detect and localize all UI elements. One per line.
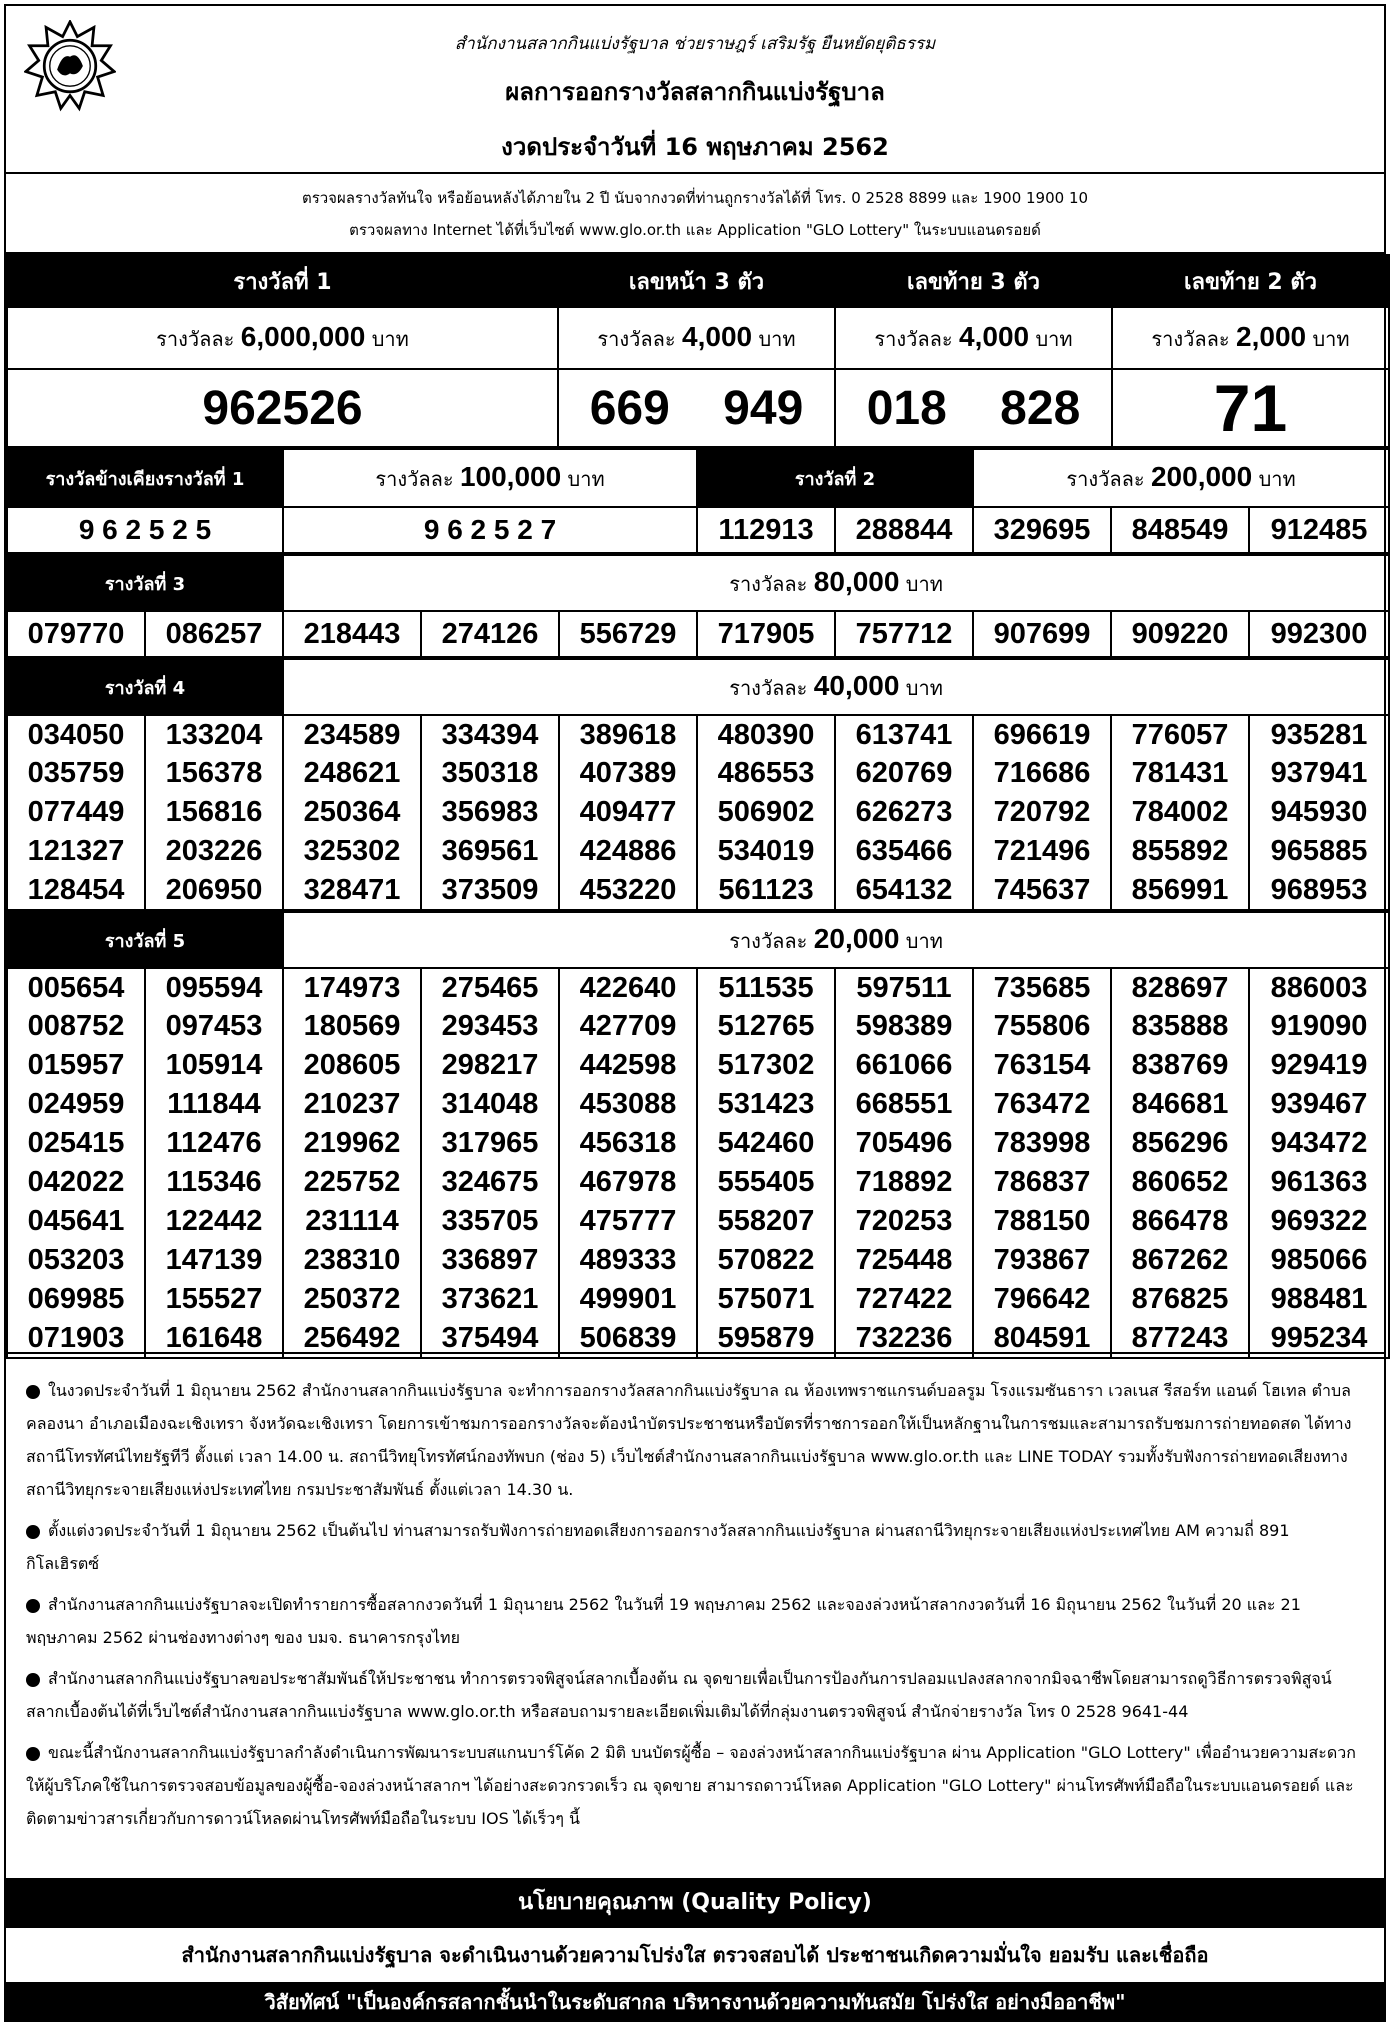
prize4-number: 203226 bbox=[145, 832, 283, 871]
prize5-number: 985066 bbox=[1249, 1241, 1389, 1280]
prize4-number: 206950 bbox=[145, 871, 283, 910]
prize5-number: 250372 bbox=[283, 1280, 421, 1319]
draw-date: งวดประจำวันที่ 16 พฤษภาคม 2562 bbox=[501, 133, 889, 161]
prize2-number: 848549 bbox=[1111, 507, 1249, 553]
front3-label: เลขหน้า 3 ตัว bbox=[558, 255, 835, 307]
prize4-number: 325302 bbox=[283, 832, 421, 871]
prize4-number: 334394 bbox=[421, 715, 559, 754]
bullet-icon bbox=[26, 1673, 40, 1687]
prize5-number: 919090 bbox=[1249, 1007, 1389, 1046]
prize5-number: 275465 bbox=[421, 968, 559, 1007]
announcements bbox=[6, 1352, 1384, 1878]
prize5-number: 456318 bbox=[559, 1124, 697, 1163]
last2-label: เลขท้าย 2 ตัว bbox=[1112, 255, 1389, 307]
bullet-icon bbox=[26, 1599, 40, 1613]
header bbox=[6, 6, 1384, 254]
prize5-number: 783998 bbox=[973, 1124, 1111, 1163]
prize4-number: 234589 bbox=[283, 715, 421, 754]
prize4-number: 248621 bbox=[283, 754, 421, 793]
prize5-number: 324675 bbox=[421, 1163, 559, 1202]
prize4-number: 350318 bbox=[421, 754, 559, 793]
prize5-number: 115346 bbox=[145, 1163, 283, 1202]
prize5-number: 804591 bbox=[973, 1319, 1111, 1358]
prize5-number: 995234 bbox=[1249, 1319, 1389, 1358]
table-row bbox=[7, 968, 1389, 1007]
prize5-number: 867262 bbox=[1111, 1241, 1249, 1280]
prize5-number: 517302 bbox=[697, 1046, 835, 1085]
prize5-number: 489333 bbox=[559, 1241, 697, 1280]
prize4-number: 035759 bbox=[7, 754, 145, 793]
prize5-number: 555405 bbox=[697, 1163, 835, 1202]
prize5-number: 180569 bbox=[283, 1007, 421, 1046]
prize4-label: รางวัลที่ 4 bbox=[7, 659, 283, 715]
prize5-table bbox=[6, 911, 1390, 1359]
prize4-number: 935281 bbox=[1249, 715, 1389, 754]
table-row bbox=[7, 793, 1389, 832]
prize5-number: 069985 bbox=[7, 1280, 145, 1319]
bullet-icon bbox=[26, 1385, 40, 1399]
vision-statement: วิสัยทัศน์ "เป็นองค์กรสลากชั้นนำในระดับสากล บริหารงานด้วยความทันสมัย โปร่งใส อย่างมืออาชีพ" bbox=[6, 1982, 1384, 2022]
prize4-number: 613741 bbox=[835, 715, 973, 754]
prize4-number: 156816 bbox=[145, 793, 283, 832]
prize4-number: 453220 bbox=[559, 871, 697, 910]
prize4-number: 506902 bbox=[697, 793, 835, 832]
prize5-number: 025415 bbox=[7, 1124, 145, 1163]
prize5-number: 499901 bbox=[559, 1280, 697, 1319]
first-prize-label: รางวัลที่ 1 bbox=[7, 255, 558, 307]
announcement-item: สำนักงานสลากกินแบ่งรัฐบาลขอประชาสัมพันธ์ให้ประชาชน ทำการตรวจพิสูจน์สลากเบื้องต้น ณ จุดขายเพื่อเป็นการป้องกันการปลอมแปลงสลากจากมิจฉาชีพโดยสามารถดูวิธีการตรวจพิสูจน์สลากเบื้องต้นได้ที่เว็บไซต์สำนักงานสลากกินแบ่งรัฐบาล www.glo.or.th หรือสอบถามรายละเอียดเพิ่มเติมได้ที่กลุ่มงานตรวจพิสูจน์ สำนักจ่ายรางวัล โทร 0 2528 9641-44 bbox=[26, 1669, 1332, 1721]
prize4-number: 856991 bbox=[1111, 871, 1249, 910]
prize5-number: 838769 bbox=[1111, 1046, 1249, 1085]
table-row bbox=[7, 1280, 1389, 1319]
near-first-label: รางวัลข้างเคียงรางวัลที่ 1 bbox=[7, 449, 283, 507]
prize5-number: 969322 bbox=[1249, 1202, 1389, 1241]
prize5-number: 231114 bbox=[283, 1202, 421, 1241]
table-row bbox=[7, 611, 1389, 657]
prize4-number: 373509 bbox=[421, 871, 559, 910]
table-row bbox=[7, 832, 1389, 871]
bullet-icon bbox=[26, 1747, 40, 1761]
prize5-number: 727422 bbox=[835, 1280, 973, 1319]
prize4-number: 776057 bbox=[1111, 715, 1249, 754]
prize5-number: 475777 bbox=[559, 1202, 697, 1241]
prize5-number: 763472 bbox=[973, 1085, 1111, 1124]
prize5-label: รางวัลที่ 5 bbox=[7, 912, 283, 968]
prize2-amount: รางวัลละ 200,000 บาท bbox=[973, 449, 1389, 507]
prize4-number: 156378 bbox=[145, 754, 283, 793]
prize4-number: 781431 bbox=[1111, 754, 1249, 793]
header-divider bbox=[6, 172, 1384, 174]
prize4-number: 620769 bbox=[835, 754, 973, 793]
table-row bbox=[7, 1124, 1389, 1163]
prize4-number: 486553 bbox=[697, 754, 835, 793]
prize4-number: 409477 bbox=[559, 793, 697, 832]
prize5-number: 042022 bbox=[7, 1163, 145, 1202]
prize2-label: รางวัลที่ 2 bbox=[697, 449, 973, 507]
page-title: ผลการออกรางวัลสลากกินแบ่งรัฐบาล bbox=[505, 78, 885, 106]
prize5-number: 422640 bbox=[559, 968, 697, 1007]
prize3-number: 274126 bbox=[421, 611, 559, 657]
prize5-number: 045641 bbox=[7, 1202, 145, 1241]
prize2-number: 288844 bbox=[835, 507, 973, 553]
prize4-number: 389618 bbox=[559, 715, 697, 754]
prize5-number: 793867 bbox=[973, 1241, 1111, 1280]
prize5-number: 015957 bbox=[7, 1046, 145, 1085]
prize4-number: 250364 bbox=[283, 793, 421, 832]
prize4-number: 407389 bbox=[559, 754, 697, 793]
prize4-table bbox=[6, 658, 1390, 911]
check-info-phone: ตรวจผลรางวัลทันใจ หรือย้อนหลังได้ภายใน 2 ปี นับจากงวดที่ท่านถูกรางวัลได้ที่ โทร. 0 2528 8899 และ 1900 1900 10 bbox=[301, 189, 1089, 207]
prize5-number: 008752 bbox=[7, 1007, 145, 1046]
table-row bbox=[7, 1007, 1389, 1046]
prize5-number: 961363 bbox=[1249, 1163, 1389, 1202]
prize5-number: 988481 bbox=[1249, 1280, 1389, 1319]
prize5-number: 024959 bbox=[7, 1085, 145, 1124]
announcement-item: ในงวดประจำวันที่ 1 มิถุนายน 2562 สำนักงานสลากกินแบ่งรัฐบาล จะทำการออกรางวัลสลากกินแบ่งรัฐบาล ณ ห้องเทพราชแกรนด์บอลรูม โรงแรมซันธารา เวลเนส รีสอร์ท แอนด์ โฮเทล ตำบลคลองนา อำเภอเมืองฉะเชิงเทรา จังหวัดฉะเชิงเทรา โดยการเข้าชมการออกรางวัลจะต้องนำบัตรประชาชนหรือบัตรที่ราชการออกให้เป็นหลักฐานในการชมและสามารถรับชมการถ่ายทอดสด ได้ทางสถานีโทรทัศน์ไทยรัฐทีวี ตั้งแต่ เวลา 14.00 น. สถานีวิทยุโทรทัศน์กองทัพบก (ช่อง 5) เว็บไซต์สำนักงานสลากกินแบ่งรัฐบาล www.glo.or.th และ LINE TODAY รวมทั้งรับฟังการถ่ายทอดเสียงทางสถานีวิทยุกระจายเสียงแห่งประเทศไทย กรมประชาสัมพันธ์ ตั้งแต่เวลา 14.30 น. bbox=[26, 1381, 1352, 1499]
prize4-number: 635466 bbox=[835, 832, 973, 871]
prize5-number: 053203 bbox=[7, 1241, 145, 1280]
prize5-number: 298217 bbox=[421, 1046, 559, 1085]
prize5-number: 598389 bbox=[835, 1007, 973, 1046]
quality-policy-text: สำนักงานสลากกินแบ่งรัฐบาล จะดำเนินงานด้วยความโปร่งใส ตรวจสอบได้ ประชาชนเกิดความมั่นใจ ยอมรับ และเชื่อถือ bbox=[181, 1943, 1209, 1967]
prize5-number: 442598 bbox=[559, 1046, 697, 1085]
quality-policy-title: นโยบายคุณภาพ (Quality Policy) bbox=[6, 1878, 1384, 1928]
prize5-number: 208605 bbox=[283, 1046, 421, 1085]
prize5-number: 005654 bbox=[7, 968, 145, 1007]
prize5-number: 112476 bbox=[145, 1124, 283, 1163]
prize3-number: 556729 bbox=[559, 611, 697, 657]
prize5-number: 828697 bbox=[1111, 968, 1249, 1007]
prize3-number: 907699 bbox=[973, 611, 1111, 657]
near-first-and-prize2-table bbox=[6, 448, 1390, 554]
prize3-number: 079770 bbox=[7, 611, 145, 657]
prize5-number: 886003 bbox=[1249, 968, 1389, 1007]
prize5-number: 317965 bbox=[421, 1124, 559, 1163]
prize5-number: 155527 bbox=[145, 1280, 283, 1319]
prize5-number: 943472 bbox=[1249, 1124, 1389, 1163]
prize5-number: 238310 bbox=[283, 1241, 421, 1280]
prize5-number: 097453 bbox=[145, 1007, 283, 1046]
prize4-number: 784002 bbox=[1111, 793, 1249, 832]
prize5-number: 796642 bbox=[973, 1280, 1111, 1319]
prize4-number: 968953 bbox=[1249, 871, 1389, 910]
prize5-number: 506839 bbox=[559, 1319, 697, 1358]
prize4-number: 480390 bbox=[697, 715, 835, 754]
table-row bbox=[7, 1202, 1389, 1241]
prize5-number: 755806 bbox=[973, 1007, 1111, 1046]
first-prize-amount: รางวัลละ 6,000,000 บาท bbox=[7, 307, 558, 369]
prize5-number: 071903 bbox=[7, 1319, 145, 1358]
prize2-number: 329695 bbox=[973, 507, 1111, 553]
prize5-number: 105914 bbox=[145, 1046, 283, 1085]
prize5-number: 597511 bbox=[835, 968, 973, 1007]
table-row bbox=[7, 1085, 1389, 1124]
prize4-number: 720792 bbox=[973, 793, 1111, 832]
announcement-item: ขณะนี้สำนักงานสลากกินแบ่งรัฐบาลกำลังดำเนินการพัฒนาระบบสแกนบาร์โค้ด 2 มิติ บนบัตรผู้ซื้อ – จองล่วงหน้าสลากกินแบ่งรัฐบาล ผ่าน Application "GLO Lottery" เพื่ออำนวยความสะดวกให้ผู้บริโภคใช้ในการตรวจสอบข้อมูลของผู้ซื้อ-จองล่วงหน้าสลากฯ ได้อย่างสะดวกรวดเร็ว ณ จุดขาย สามารถดาวน์โหลด Application "GLO Lottery" ผ่านโทรศัพท์มือถือในระบบแอนดรอยด์ และติดตามข่าวสารเกี่ยวกับการดาวน์โหลดผ่านโทรศัพท์มือถือในระบบ IOS ได้เร็วๆ นี้ bbox=[26, 1743, 1356, 1828]
near-first-number: 9 6 2 5 2 5 bbox=[7, 507, 283, 553]
prize4-number: 945930 bbox=[1249, 793, 1389, 832]
prize5-number: 467978 bbox=[559, 1163, 697, 1202]
prize5-number: 720253 bbox=[835, 1202, 973, 1241]
prize5-number: 732236 bbox=[835, 1319, 973, 1358]
prize5-number: 860652 bbox=[1111, 1163, 1249, 1202]
prize4-number: 424886 bbox=[559, 832, 697, 871]
prize3-number: 717905 bbox=[697, 611, 835, 657]
prize5-number: 512765 bbox=[697, 1007, 835, 1046]
prize2-number: 912485 bbox=[1249, 507, 1389, 553]
prize5-number: 929419 bbox=[1249, 1046, 1389, 1085]
prize5-number: 375494 bbox=[421, 1319, 559, 1358]
prize5-number: 174973 bbox=[283, 968, 421, 1007]
last2-amount: รางวัลละ 2,000 บาท bbox=[1112, 307, 1389, 369]
prize5-number: 877243 bbox=[1111, 1319, 1249, 1358]
prize5-number: 786837 bbox=[973, 1163, 1111, 1202]
prize4-number: 716686 bbox=[973, 754, 1111, 793]
prize5-number: 558207 bbox=[697, 1202, 835, 1241]
top-prizes-table bbox=[6, 254, 1390, 448]
prize5-number: 846681 bbox=[1111, 1085, 1249, 1124]
lower-prizes bbox=[6, 554, 1384, 1359]
prize5-number: 335705 bbox=[421, 1202, 559, 1241]
prize3-number: 218443 bbox=[283, 611, 421, 657]
near-first-amount: รางวัลละ 100,000 บาท bbox=[283, 449, 697, 507]
prize5-number: 575071 bbox=[697, 1280, 835, 1319]
prize4-number: 534019 bbox=[697, 832, 835, 871]
prize4-number: 855892 bbox=[1111, 832, 1249, 871]
prize5-number: 876825 bbox=[1111, 1280, 1249, 1319]
prize5-number: 788150 bbox=[973, 1202, 1111, 1241]
table-row bbox=[7, 754, 1389, 793]
prize4-number: 128454 bbox=[7, 871, 145, 910]
prize5-number: 095594 bbox=[145, 968, 283, 1007]
last2-number: 71 bbox=[1112, 369, 1389, 447]
prize3-table bbox=[6, 554, 1390, 658]
prize5-number: 453088 bbox=[559, 1085, 697, 1124]
prize5-number: 939467 bbox=[1249, 1085, 1389, 1124]
prize5-number: 531423 bbox=[697, 1085, 835, 1124]
prize3-number: 909220 bbox=[1111, 611, 1249, 657]
front3-amount: รางวัลละ 4,000 บาท bbox=[558, 307, 835, 369]
table-row bbox=[7, 1046, 1389, 1085]
prize4-number: 121327 bbox=[7, 832, 145, 871]
last3-amount: รางวัลละ 4,000 บาท bbox=[835, 307, 1112, 369]
prize5-number: 542460 bbox=[697, 1124, 835, 1163]
org-motto: สำนักงานสลากกินแบ่งรัฐบาล ช่วยราษฎร์ เสริมรัฐ ยืนหยัดยุติธรรม bbox=[454, 34, 936, 54]
prize5-number: 427709 bbox=[559, 1007, 697, 1046]
prize5-number: 735685 bbox=[973, 968, 1111, 1007]
prize5-number: 835888 bbox=[1111, 1007, 1249, 1046]
table-row bbox=[7, 1241, 1389, 1280]
prize3-label: รางวัลที่ 3 bbox=[7, 555, 283, 611]
prize5-number: 595879 bbox=[697, 1319, 835, 1358]
prize5-number: 314048 bbox=[421, 1085, 559, 1124]
prize3-amount: รางวัลละ 80,000 บาท bbox=[283, 555, 1389, 611]
announcement-item: สำนักงานสลากกินแบ่งรัฐบาลจะเปิดทำรายการซื้อสลากงวดวันที่ 1 มิถุนายน 2562 ในวันที่ 19 พฤษภาคม 2562 และจองล่วงหน้าสลากงวดวันที่ 16 มิถุนายน 2562 ในวันที่ 20 และ 21 พฤษภาคม 2562 ผ่านช่องทางต่างๆ ของ บมจ. ธนาคารกรุงไทย bbox=[26, 1595, 1301, 1647]
prize4-number: 133204 bbox=[145, 715, 283, 754]
prize4-number: 077449 bbox=[7, 793, 145, 832]
prize5-number: 763154 bbox=[973, 1046, 1111, 1085]
prize4-number: 965885 bbox=[1249, 832, 1389, 871]
prize4-number: 328471 bbox=[283, 871, 421, 910]
prize5-number: 856296 bbox=[1111, 1124, 1249, 1163]
prize5-number: 122442 bbox=[145, 1202, 283, 1241]
prize4-number: 356983 bbox=[421, 793, 559, 832]
prize4-number: 721496 bbox=[973, 832, 1111, 871]
prize4-number: 561123 bbox=[697, 871, 835, 910]
prize5-number: 161648 bbox=[145, 1319, 283, 1358]
prize3-number: 086257 bbox=[145, 611, 283, 657]
prize4-number: 696619 bbox=[973, 715, 1111, 754]
first-prize-number: 962526 bbox=[7, 369, 558, 447]
prize3-number: 757712 bbox=[835, 611, 973, 657]
prize5-number: 111844 bbox=[145, 1085, 283, 1124]
prize4-amount: รางวัลละ 40,000 บาท bbox=[283, 659, 1389, 715]
table-row bbox=[7, 1163, 1389, 1202]
prize3-number: 992300 bbox=[1249, 611, 1389, 657]
last3-label: เลขท้าย 3 ตัว bbox=[835, 255, 1112, 307]
prize5-number: 725448 bbox=[835, 1241, 973, 1280]
prize5-number: 210237 bbox=[283, 1085, 421, 1124]
table-row bbox=[7, 715, 1389, 754]
prize5-amount: รางวัลละ 20,000 บาท bbox=[283, 912, 1389, 968]
prize5-number: 570822 bbox=[697, 1241, 835, 1280]
prize5-number: 373621 bbox=[421, 1280, 559, 1319]
prize4-number: 745637 bbox=[973, 871, 1111, 910]
near-first-number: 9 6 2 5 2 7 bbox=[283, 507, 697, 553]
check-info-internet: ตรวจผลทาง Internet ได้ที่เว็บไซต์ www.glo.or.th และ Application "GLO Lottery" ในระบบแอนดรอยด์ bbox=[349, 221, 1041, 239]
prize5-number: 256492 bbox=[283, 1319, 421, 1358]
prize4-number: 369561 bbox=[421, 832, 559, 871]
prize5-number: 661066 bbox=[835, 1046, 973, 1085]
bullet-icon bbox=[26, 1525, 40, 1539]
prize4-number: 654132 bbox=[835, 871, 973, 910]
last3-numbers: 018 828 bbox=[835, 369, 1112, 447]
prize5-number: 705496 bbox=[835, 1124, 973, 1163]
prize5-number: 147139 bbox=[145, 1241, 283, 1280]
prize4-number: 034050 bbox=[7, 715, 145, 754]
prize5-number: 225752 bbox=[283, 1163, 421, 1202]
lottery-results-sheet bbox=[4, 4, 1386, 2022]
prize5-number: 668551 bbox=[835, 1085, 973, 1124]
prize4-number: 626273 bbox=[835, 793, 973, 832]
prize5-number: 293453 bbox=[421, 1007, 559, 1046]
prize5-number: 866478 bbox=[1111, 1202, 1249, 1241]
table-row bbox=[7, 871, 1389, 910]
prize5-number: 511535 bbox=[697, 968, 835, 1007]
prize5-number: 336897 bbox=[421, 1241, 559, 1280]
prize4-number: 937941 bbox=[1249, 754, 1389, 793]
front3-numbers: 669 949 bbox=[558, 369, 835, 447]
announcement-item: ตั้งแต่งวดประจำวันที่ 1 มิถุนายน 2562 เป็นต้นไป ท่านสามารถรับฟังการถ่ายทอดเสียงการออกรางวัลสลากกินแบ่งรัฐบาล ผ่านสถานีวิทยุกระจายเสียงแห่งประเทศไทย AM ความถี่ 891 กิโลเฮิรตซ์ bbox=[26, 1521, 1290, 1573]
prize2-number: 112913 bbox=[697, 507, 835, 553]
prize5-number: 718892 bbox=[835, 1163, 973, 1202]
prize5-number: 219962 bbox=[283, 1124, 421, 1163]
